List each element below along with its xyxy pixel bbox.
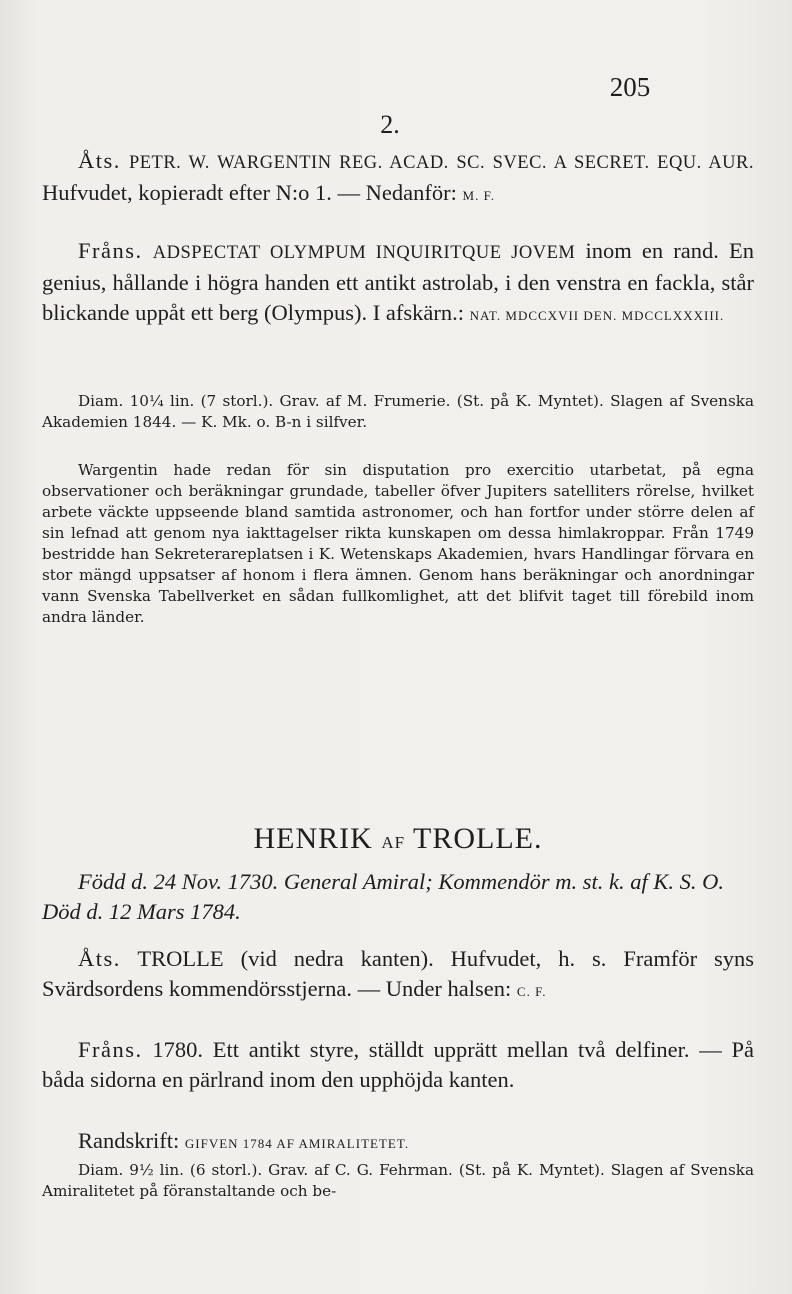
reverse-year: 1780. — [152, 1037, 203, 1062]
page-number: 205 — [609, 72, 651, 102]
medal2-edge — [42, 1126, 754, 1159]
person-subtitle: Född d. 24 Nov. 1730. General Amiral; Kommendör m. st. k. af K. S. O. Död d. 12 Mars 1784. — [42, 869, 725, 924]
below-text: C. F. — [516, 984, 547, 999]
reverse-description: inom en rand. En genius, hållande i högra handen ett antikt astrolab, i den venstra en fackla, står blickande uppåt ett berg (Olympus). I afskärn.: — [42, 238, 754, 325]
exergue-text: NAT. MDCCXVII DEN. MDCCLXXXIII. — [469, 308, 725, 323]
person-heading — [42, 822, 754, 856]
medal2-reverse — [42, 1035, 754, 1095]
reverse-inscription: ADSPECTAT OLYMPUM INQUIRITQUE JOVEM — [152, 243, 576, 263]
wargentin-biography: Wargentin hade redan för sin disputation pro exercitio utarbetat, på egna observationer och beräkningar grundade, tabeller öfver Jupiters satelliters rörelse, hvilket arbete väckte uppseende bland samtida astronomer, och han fortfor under större delen af sin lefnad att genom nya iakttagelser rikta kunskapen om dessa himlakroppar. Från 1749 bestridde han Sekreterareplatsen i K. Wetenskaps Akademien, hvars Handlingar förvara en stor mängd uppsatser af honom i flera ämnen. Genom hans beräkningar och anordningar vann Svenska Tabellverket en sådan fullkomlighet, att det blifvit taget till förebild inom andra länder. — [42, 461, 754, 626]
below-text: M. F. — [462, 188, 496, 203]
heading-first-name: HENRIK — [253, 822, 373, 855]
obverse-text: TROLLE (vid nedra kanten). Hufvudet, h. s. Framför syns Svärdsordens kommendörsstjerna. — Under halsen: — [42, 946, 755, 1001]
obverse-inscription: PETR. W. WARGENTIN REG. ACAD. SC. SVEC. A SECRET. EQU. AUR. — [128, 153, 754, 173]
obverse-description: Hufvudet, kopieradt efter N:o 1. — — [42, 180, 361, 205]
heading-af: AF — [381, 833, 406, 852]
heading-last-name: TROLLE. — [413, 822, 543, 855]
medal1-obverse — [42, 146, 754, 211]
edge-label: Randskrift: — [78, 1128, 180, 1153]
reverse-label: Fråns. — [78, 1037, 143, 1062]
reverse-text: Ett antikt styre, ställdt upprätt mellan två delfiner. — På båda sidorna en pärlrand inom den upphöjda kanten. — [42, 1037, 755, 1092]
medal2-obverse — [42, 944, 754, 1007]
medal1-reverse — [42, 236, 754, 331]
section-number: 2. — [380, 110, 400, 139]
reverse-label: Fråns. — [78, 238, 143, 263]
obverse-label: Åts. — [78, 946, 121, 971]
medal2-technical: Diam. 9½ lin. (6 storl.). Grav. af C. G. Fehrman. (St. på K. Myntet). Slagen af Svenska Amiralitetet på föranstaltande och be- — [42, 1161, 754, 1200]
obverse-label: Åts. — [78, 148, 121, 173]
medal1-technical: Diam. 10¼ lin. (7 storl.). Grav. af M. Frumerie. (St. på K. Myntet). Slagen af Svenska Akademien 1844. — K. Mk. o. B-n i silfver. — [42, 392, 754, 431]
below-label: Nedanför: — [365, 180, 457, 205]
edge-inscription: GIFVEN 1784 AF AMIRALITETET. — [184, 1136, 410, 1151]
